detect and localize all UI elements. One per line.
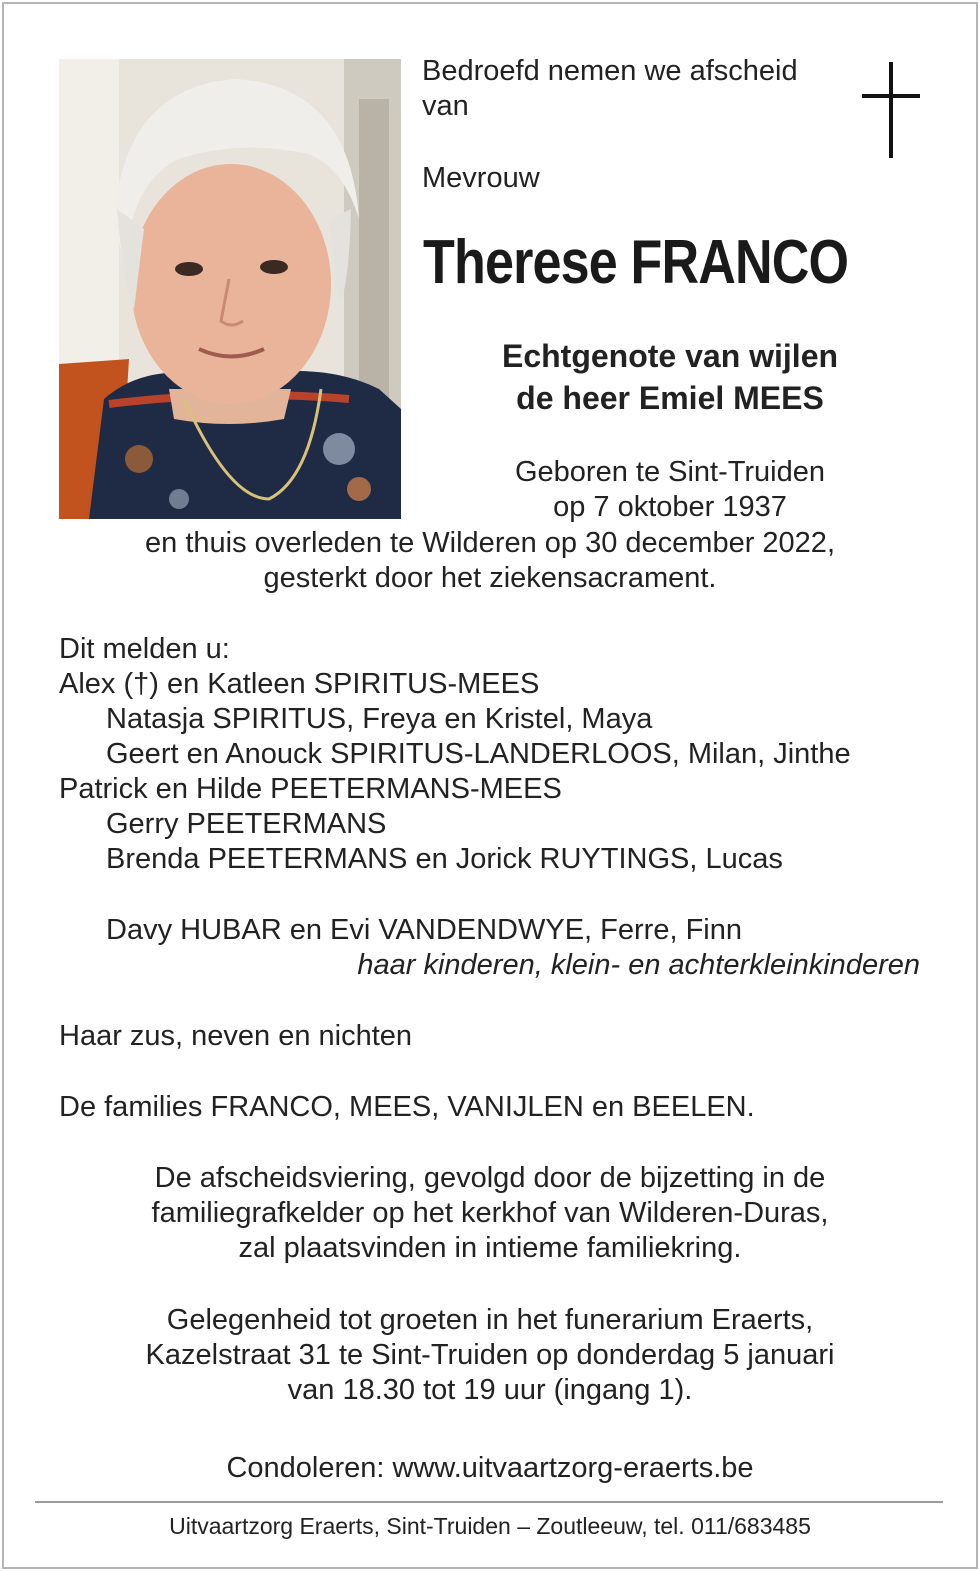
intro-line-1: Bedroefd nemen we afscheid — [422, 55, 798, 87]
portrait-photo — [59, 59, 401, 519]
deceased-name: Therese FRANCO — [423, 228, 849, 297]
visit-line-2: Kazelstraat 31 te Sint-Truiden op donderdag 5 januari — [145, 1339, 835, 1371]
death-line-2: gesterkt door het ziekensacrament. — [263, 562, 717, 594]
birth-line-1: Geboren te Sint-Truiden — [514, 456, 826, 488]
ceremony-line-1: De afscheidsviering, gevolgd door de bijzetting in de — [154, 1162, 826, 1194]
visit-line-3: van 18.30 tot 19 uur (ingang 1). — [287, 1374, 693, 1406]
family-line: Alex (†) en Katleen SPIRITUS-MEES — [59, 668, 540, 700]
latin-cross-icon — [862, 62, 920, 158]
family-line: Geert en Anouck SPIRITUS-LANDERLOOS, Milan, Jinthe — [106, 738, 851, 770]
sister-line: Haar zus, neven en nichten — [59, 1020, 413, 1052]
visit-line-1: Gelegenheid tot groeten in het funerarium Eraerts, — [166, 1304, 814, 1336]
family-caption: haar kinderen, klein- en achterkleinkinderen — [357, 949, 920, 981]
family-line: Patrick en Hilde PEETERMANS-MEES — [59, 773, 562, 805]
birth-line-2: op 7 oktober 1937 — [553, 491, 787, 523]
footer-contact: Uitvaartzorg Eraerts, Sint-Truiden – Zoutleeuw, tel. 011/683485 — [169, 1513, 811, 1539]
family-line: Natasja SPIRITUS, Freya en Kristel, Maya — [106, 703, 653, 735]
family-line: Brenda PEETERMANS en Jorick RUYTINGS, Lucas — [106, 843, 783, 875]
ceremony-line-2: familiegrafkelder op het kerkhof van Wilderen-Duras, — [151, 1197, 829, 1229]
death-line-1: en thuis overleden te Wilderen op 30 december 2022, — [145, 527, 835, 559]
family-line: Gerry PEETERMANS — [106, 808, 387, 840]
announce-label: Dit melden u: — [59, 633, 230, 665]
footer-divider — [35, 1501, 943, 1503]
spouse-line-1: Echtgenote van wijlen — [501, 338, 839, 374]
title: Mevrouw — [422, 162, 540, 194]
ceremony-line-3: zal plaatsvinden in intieme familiekring. — [238, 1232, 742, 1264]
families-line: De families FRANCO, MEES, VANIJLEN en BEELEN. — [59, 1091, 755, 1123]
condolences-link[interactable]: Condoleren: www.uitvaartzorg-eraerts.be — [226, 1452, 754, 1484]
intro-line-2: van — [422, 90, 469, 122]
spouse-line-2: de heer Emiel MEES — [516, 380, 824, 416]
family-line: Davy HUBAR en Evi VANDENDWYE, Ferre, Finn — [106, 914, 742, 946]
